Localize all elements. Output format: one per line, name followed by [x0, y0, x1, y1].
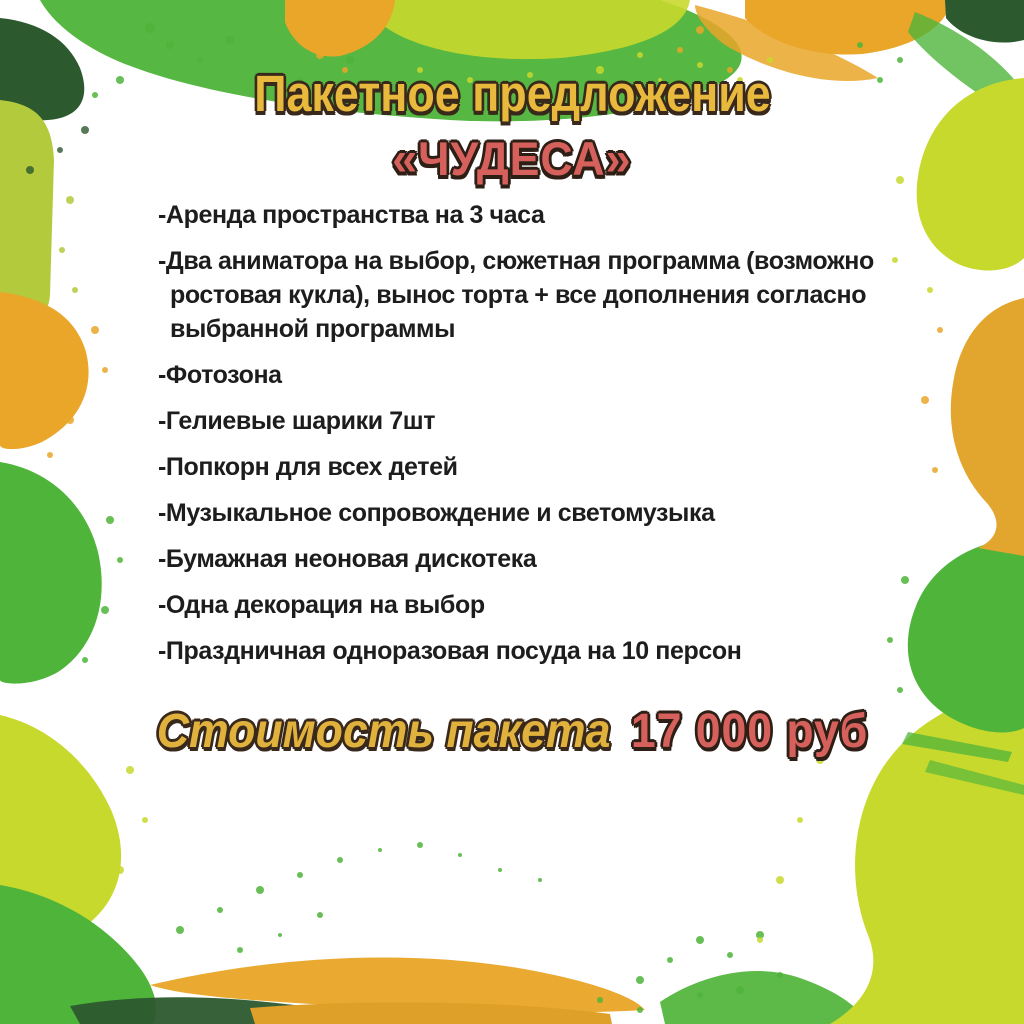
- poster-subtitle: «ЧУДЕСА»: [392, 132, 632, 185]
- package-item: -Одна декорация на выбор: [158, 591, 485, 619]
- package-item: -Праздничная одноразовая посуда на 10 персон: [158, 637, 742, 665]
- price-value: 17 000 руб: [630, 705, 868, 758]
- poster-title: Пакетное предложение: [253, 65, 771, 122]
- price-row: [0, 704, 1024, 759]
- price-label: Стоимость пакета: [156, 705, 610, 758]
- package-item: -Фотозона: [158, 361, 282, 389]
- title-row: [0, 64, 1024, 123]
- price-line: [156, 704, 867, 759]
- package-item: -Попкорн для всех детей: [158, 453, 458, 481]
- package-list: [158, 198, 944, 680]
- package-item: -Гелиевые шарики 7шт: [158, 407, 436, 435]
- package-item: -Бумажная неоновая дискотека: [158, 545, 537, 573]
- package-item: -Музыкальное сопровождение и светомузыка: [158, 499, 715, 527]
- package-item: -Аренда пространства на 3 часа: [158, 201, 545, 229]
- package-item: -Два аниматора на выбор, сюжетная программа (возможно ростовая кукла), вынос торта + все дополнения согласно выбранной программы: [158, 247, 874, 343]
- subtitle-row: [0, 131, 1024, 186]
